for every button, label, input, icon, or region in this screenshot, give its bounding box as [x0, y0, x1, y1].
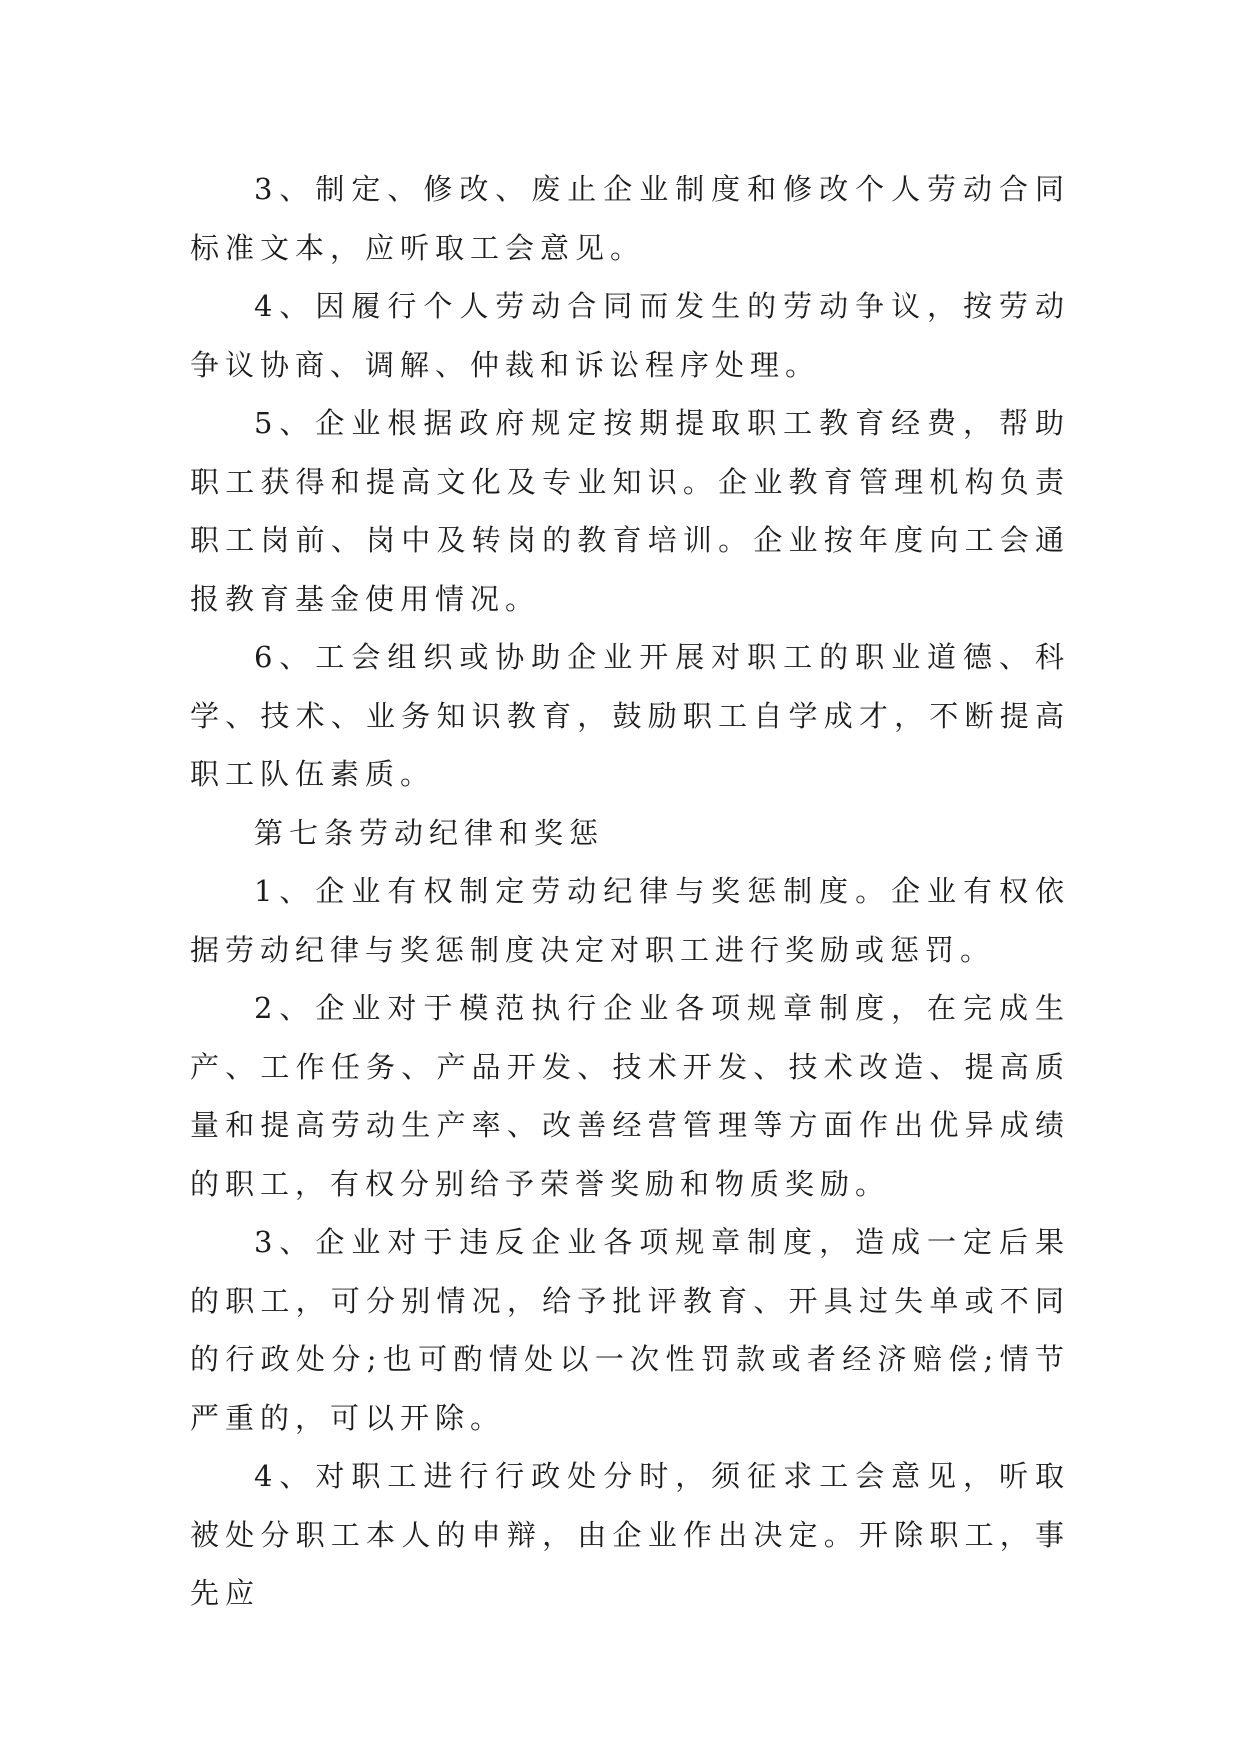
paragraph-clause-6: 6、工会组织或协助企业开展对职工的职业道德、科学、技术、业务知识教育，鼓励职工自学成才，不断提高职工队伍素质。: [190, 640, 1070, 791]
paragraph-clause-4: 4、因履行个人劳动合同而发生的劳动争议，按劳动争议协商、调解、仲裁和诉讼程序处理。: [190, 289, 1070, 382]
paragraph-discipline-4: 4、对职工进行行政处分时，须征求工会意见，听取被处分职工本人的申辩，由企业作出决定。开除职工，事先应: [190, 1459, 1070, 1610]
paragraph-discipline-3: 3、企业对于违反企业各项规章制度，造成一定后果的职工，可分别情况，给予批评教育、开具过失单或不同的行政处分;也可酌情处以一次性罚款或者经济赔偿;情节严重的，可以开除。: [190, 1225, 1070, 1435]
paragraph-discipline-1: 1、企业有权制定劳动纪律与奖惩制度。企业有权依据劳动纪律与奖惩制度决定对职工进行奖励或惩罚。: [190, 874, 1070, 967]
document-body: [190, 160, 1070, 1623]
paragraph-discipline-2: 2、企业对于模范执行企业各项规章制度，在完成生产、工作任务、产品开发、技术开发、技术改造、提高质量和提高劳动生产率、改善经营管理等方面作出优异成绩的职工，有权分别给予荣誉奖励和物质奖励。: [190, 991, 1070, 1201]
section-heading-article-7: 第七条劳动纪律和奖惩: [254, 815, 605, 850]
paragraph-clause-3: 3、制定、修改、废止企业制度和修改个人劳动合同标准文本，应听取工会意见。: [190, 172, 1070, 265]
paragraph-clause-5: 5、企业根据政府规定按期提取职工教育经费，帮助职工获得和提高文化及专业知识。企业教育管理机构负责职工岗前、岗中及转岗的教育培训。企业按年度向工会通报教育基金使用情况。: [190, 406, 1070, 616]
